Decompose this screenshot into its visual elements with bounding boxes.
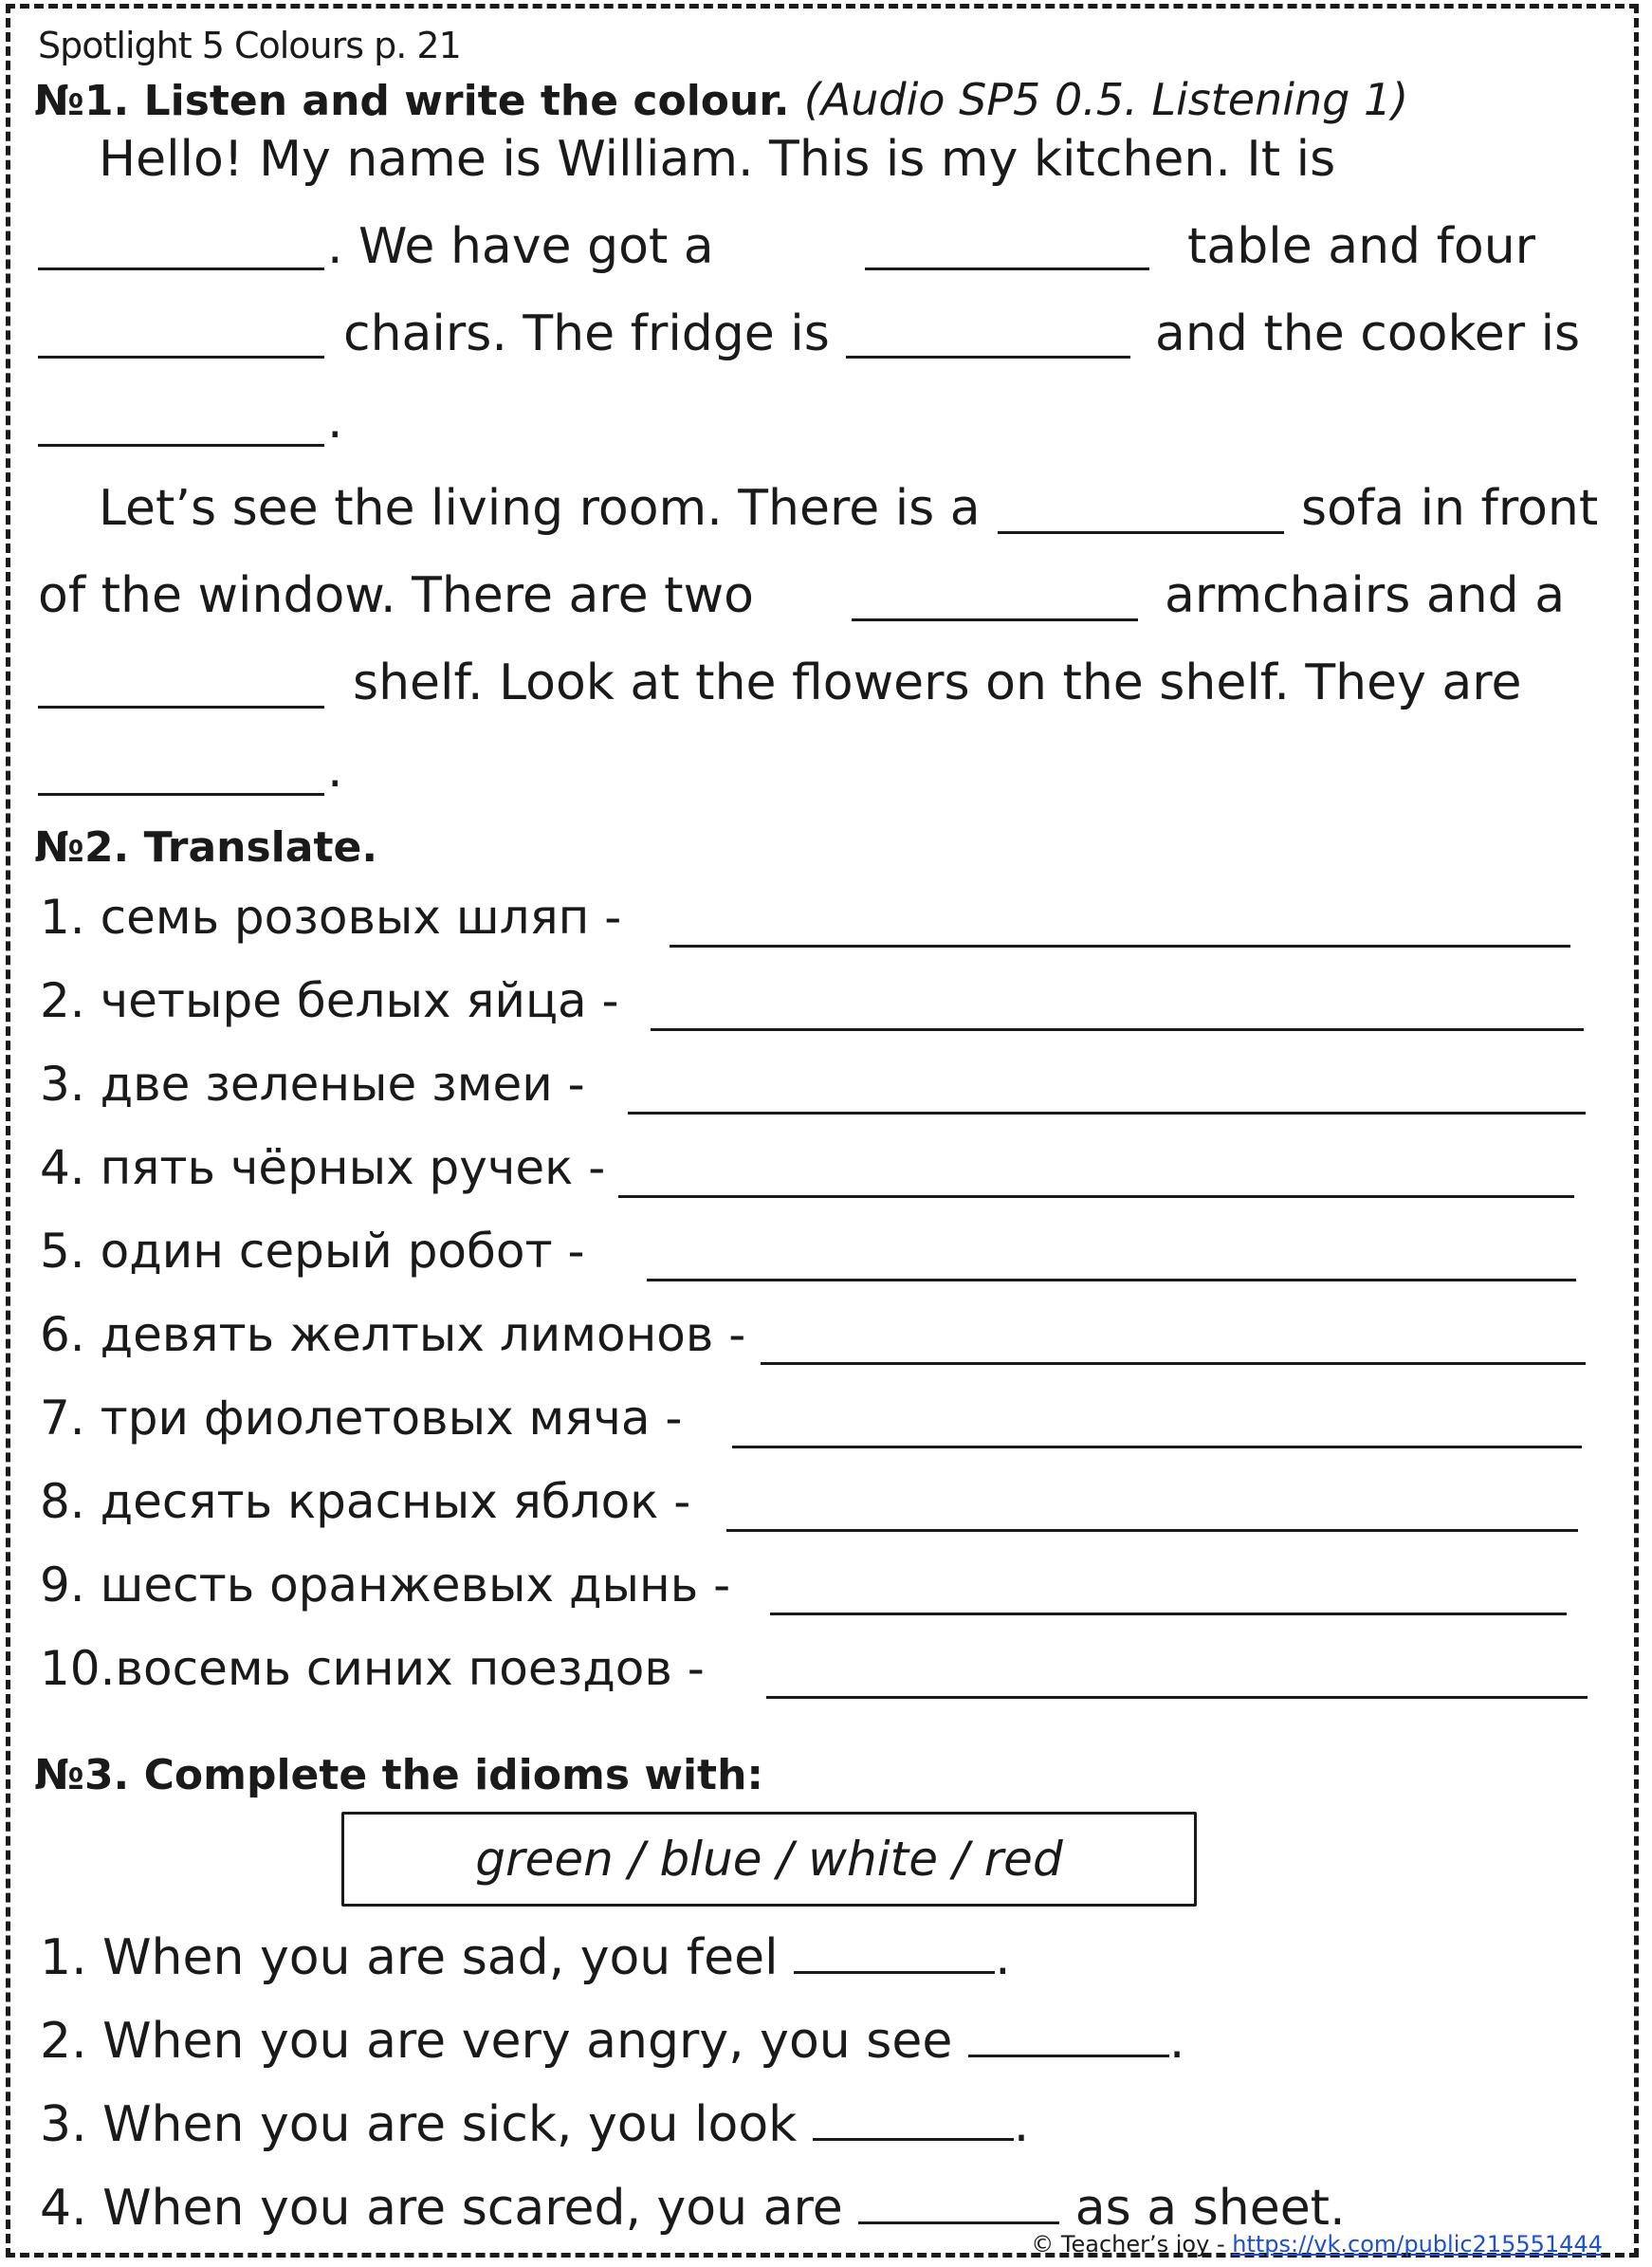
- ex2-answer-line[interactable]: [761, 1362, 1586, 1365]
- ex3-item-end: .: [995, 1929, 1011, 1986]
- ex1-text: .: [327, 742, 343, 799]
- ex2-heading: №2. Translate.: [34, 823, 378, 872]
- ex1-text: chairs. The fridge is: [343, 305, 830, 362]
- ex1-blank-5[interactable]: [38, 444, 324, 447]
- ex1-blank-8[interactable]: [38, 706, 324, 709]
- ex2-answer-line[interactable]: [618, 1195, 1574, 1198]
- ex2-answer-line[interactable]: [670, 945, 1570, 948]
- ex2-answer-line[interactable]: [732, 1446, 1582, 1448]
- ex3-item-4: [40, 2180, 1346, 2237]
- ex2-item: 4. пять чёрных ручек -: [40, 1140, 606, 1195]
- ex3-item-end: as a sheet.: [1074, 2180, 1346, 2237]
- ex2-answer-line[interactable]: [770, 1613, 1567, 1615]
- ex2-item: 7. три фиолетовых мяча -: [40, 1391, 683, 1446]
- ex2-answer-line[interactable]: [647, 1279, 1576, 1281]
- ex1-blank-3[interactable]: [38, 356, 324, 359]
- ex3-item-end: .: [1013, 2096, 1030, 2153]
- ex2-answer-line[interactable]: [726, 1529, 1578, 1532]
- ex1-blank-6[interactable]: [998, 531, 1284, 534]
- ex1-blank-9[interactable]: [38, 793, 324, 796]
- ex3-blank[interactable]: [813, 2098, 1014, 2141]
- ex3-blank[interactable]: [794, 1931, 995, 1974]
- ex3-item-text: 2. When you are very angry, you see: [40, 2013, 953, 2070]
- ex2-item: 9. шесть оранжевых дынь -: [40, 1557, 731, 1613]
- ex3-item-3: [40, 2096, 1029, 2153]
- ex1-text: table and four: [1187, 218, 1536, 275]
- footer-credit-text: © Teacher’s joy -: [1031, 2231, 1225, 2258]
- ex1-text: Let’s see the living room. There is a: [99, 480, 981, 537]
- ex1-blank-4[interactable]: [846, 356, 1130, 359]
- ex1-text: .: [327, 393, 343, 450]
- ex1-blank-2[interactable]: [865, 267, 1149, 270]
- ex1-audio-note: (Audio SP5 0.5. Listening 1): [803, 74, 1409, 125]
- ex3-item-2: [40, 2013, 1184, 2070]
- ex2-item: 5. один серый робот -: [40, 1224, 585, 1279]
- ex2-item: 10.восемь синих поездов -: [40, 1641, 705, 1696]
- ex1-text: shelf. Look at the flowers on the shelf. They are: [353, 654, 1522, 711]
- ex1-line-1: Hello! My name is William. This is my kitchen. It is: [99, 131, 1336, 188]
- ex3-item-text: 3. When you are sick, you look: [40, 2096, 798, 2153]
- footer-credit: [1031, 2231, 1603, 2258]
- ex1-blank-1[interactable]: [38, 267, 324, 270]
- ex2-answer-line[interactable]: [651, 1028, 1584, 1031]
- ex3-item-text: 4. When you are scared, you are: [40, 2180, 843, 2237]
- ex1-text: and the cooker is: [1155, 305, 1581, 362]
- ex1-text: of the window. There are two: [38, 567, 754, 624]
- ex3-heading: №3. Complete the idioms with:: [34, 1751, 764, 1799]
- ex3-blank[interactable]: [858, 2182, 1059, 2224]
- ex3-item-text: 1. When you are sad, you feel: [40, 1929, 779, 1986]
- ex1-heading-text: №1. Listen and write the colour.: [34, 77, 790, 125]
- ex1-text: . We have got a: [327, 218, 714, 275]
- ex1-blank-7[interactable]: [852, 618, 1138, 621]
- ex3-word-box: green / blue / white / red: [341, 1812, 1197, 1907]
- ex1-text: sofa in front: [1301, 480, 1599, 537]
- footer-link[interactable]: https://vk.com/public215551444: [1232, 2231, 1603, 2258]
- ex2-item: 3. две зеленые змеи -: [40, 1057, 585, 1112]
- ex2-item: 1. семь розовых шляп -: [40, 890, 622, 945]
- ex3-item-end: .: [1168, 2013, 1185, 2070]
- worksheet-title: Spotlight 5 Colours p. 21: [38, 25, 461, 66]
- ex2-answer-line[interactable]: [628, 1112, 1586, 1115]
- ex2-item: 8. десять красных яблок -: [40, 1474, 691, 1529]
- ex1-text: armchairs and a: [1165, 567, 1566, 624]
- ex3-blank[interactable]: [968, 2015, 1169, 2057]
- ex1-heading: [34, 74, 1408, 125]
- ex3-item-1: [40, 1929, 1011, 1986]
- ex2-item: 2. четыре белых яйца -: [40, 973, 619, 1028]
- ex2-answer-line[interactable]: [766, 1696, 1588, 1699]
- ex2-item: 6. девять желтых лимонов -: [40, 1307, 746, 1362]
